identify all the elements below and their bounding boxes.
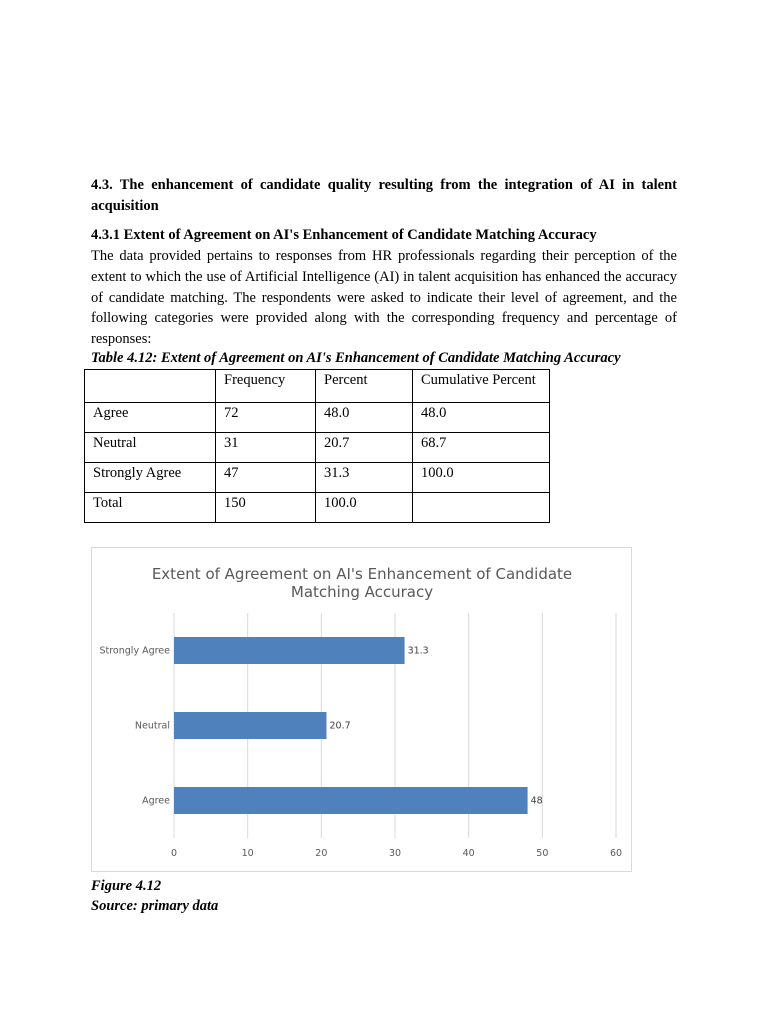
section-heading: 4.3. The enhancement of candidate quality resulting from the integration of AI in talent acquisition [91,177,677,214]
table-header-cell [85,370,216,403]
table-cell [413,493,550,523]
table-cell: 68.7 [413,433,550,463]
table-cell: Strongly Agree [85,463,216,493]
x-tick-label: 20 [315,848,328,859]
body-paragraph: The data provided pertains to responses from HR professionals regarding their perception of the extent to which the use of Artificial Intelligence (AI) in talent acquisition has enhanced the accuracy of candidate matching. The respondents were asked to indicate their level of agreement, and the following categories were provided along with the corresponding frequency and percentage of responses: [91,248,677,348]
chart-bars [174,637,528,814]
table-cell: Total [85,493,216,523]
x-tick-label: 10 [241,848,254,859]
bar [174,637,405,664]
chart-labels [99,646,622,860]
frequency-table [84,369,550,523]
table-cell: 72 [216,403,316,433]
table-header-row [85,370,550,403]
table-header-cell: Cumulative Percent [413,370,550,403]
x-tick-label: 30 [388,848,402,859]
table-caption: Table 4.12: Extent of Agreement on AI's Enhancement of Candidate Matching Accuracy [91,350,621,366]
table-header-cell: Frequency [216,370,316,403]
category-label: Agree [142,795,170,807]
x-tick-label: 0 [170,848,178,859]
chart-title-line: Extent of Agreement on AI's Enhancement of Candidate [151,565,573,583]
table-cell: 20.7 [316,433,413,463]
category-label: Strongly Agree [99,645,170,657]
table-cell: 100.0 [413,463,550,493]
figure-source: Source: primary data [91,898,219,914]
table-cell: 48.0 [316,403,413,433]
chart-canvas [92,548,633,873]
table-row [85,433,550,463]
table-cell: 31 [216,433,316,463]
table-row [85,403,550,433]
bar [174,787,528,814]
chart-title-line: Matching Accuracy [290,583,434,601]
data-label: 31.3 [407,645,429,657]
subsection-heading: 4.3.1 Extent of Agreement on AI's Enhancement of Candidate Matching Accuracy [91,227,597,243]
table-cell: 150 [216,493,316,523]
table-cell: 47 [216,463,316,493]
bar [174,712,326,739]
table-cell: 100.0 [316,493,413,523]
table-row-total [85,493,550,523]
table-cell: 48.0 [413,403,550,433]
x-tick-label: 60 [609,848,623,859]
x-tick-label: 40 [462,848,475,859]
table-cell: Neutral [85,433,216,463]
category-label: Neutral [134,720,170,732]
table-cell: 31.3 [316,463,413,493]
data-label: 48 [530,795,543,807]
table-row [85,463,550,493]
data-label: 20.7 [329,720,351,732]
x-tick-label: 50 [536,848,549,859]
bar-chart [91,547,632,872]
table-cell: Agree [85,403,216,433]
table-header-cell: Percent [316,370,413,403]
figure-caption: Figure 4.12 [91,878,162,894]
